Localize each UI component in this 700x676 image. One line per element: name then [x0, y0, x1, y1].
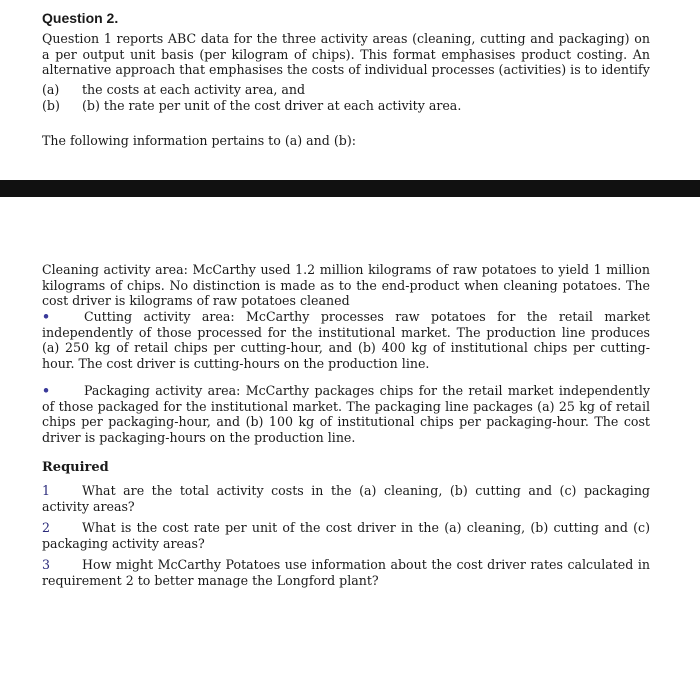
- requirement-2: [42, 520, 650, 551]
- cleaning-paragraph: Cleaning activity area: McCarthy used 1.2 million kilograms of raw potatoes to yield 1 million kilograms of chips. No distinction is made as to the end-product when cleaning potatoes. The cost driver is kilograms of raw potatoes cleaned: [42, 262, 650, 308]
- requirement-1: [42, 483, 650, 514]
- redaction-bar: [0, 180, 700, 197]
- cutting-paragraph: [42, 309, 650, 371]
- list-item-label: (b): [42, 98, 60, 113]
- required-heading: Required: [42, 460, 109, 475]
- cutting-text: Cutting activity area: McCarthy processes raw potatoes for the retail market independently of those processed for the institutional market. The production line produces (a) 250 kg of retail chips per cutting-hour, and (b) 400 kg of institutional chips per cutting-hour. The cost driver is cutting-hours on the production line.: [42, 309, 650, 371]
- list-item-label: (a): [42, 82, 60, 97]
- requirement-3: [42, 557, 650, 588]
- requirement-text: What is the cost rate per unit of the cost driver in the (a) cleaning, (b) cutting and (c) packaging activity areas?: [42, 520, 650, 551]
- question-intro: Question 1 reports ABC data for the three activity areas (cleaning, cutting and packaging) on a per output unit basis (per kilogram of chips). This format emphasises product costing. An alternative approach that emphasises the costs of individual processes (activities) is to identify: [42, 31, 650, 77]
- requirement-number: 1: [42, 483, 51, 498]
- list-item-b: [42, 98, 461, 114]
- requirement-text: What are the total activity costs in the (a) cleaning, (b) cutting and (c) packaging activity areas?: [42, 483, 650, 514]
- packaging-text: Packaging activity area: McCarthy packages chips for the retail market independently of those packaged for the institutional market. The packaging line packages (a) 25 kg of retail chips per packaging-hour, and (b) 100 kg of institutional chips per packaging-hour. The cost driver is packaging-hours on the production line.: [42, 383, 650, 445]
- question-title: Question 2.: [42, 10, 119, 26]
- bullet-icon: •: [42, 309, 51, 324]
- list-item-text: (b) the rate per unit of the cost driver at each activity area.: [82, 98, 462, 113]
- list-item-text: the costs at each activity area, and: [82, 82, 306, 97]
- info-line: The following information pertains to (a) and (b):: [42, 133, 356, 148]
- packaging-paragraph: [42, 383, 650, 445]
- requirement-text: How might McCarthy Potatoes use information about the cost driver rates calculated in requirement 2 to better manage the Longford plant?: [42, 557, 650, 588]
- list-item-a: [42, 82, 305, 98]
- requirement-number: 3: [42, 557, 51, 572]
- requirement-number: 2: [42, 520, 51, 535]
- bullet-icon: •: [42, 383, 51, 398]
